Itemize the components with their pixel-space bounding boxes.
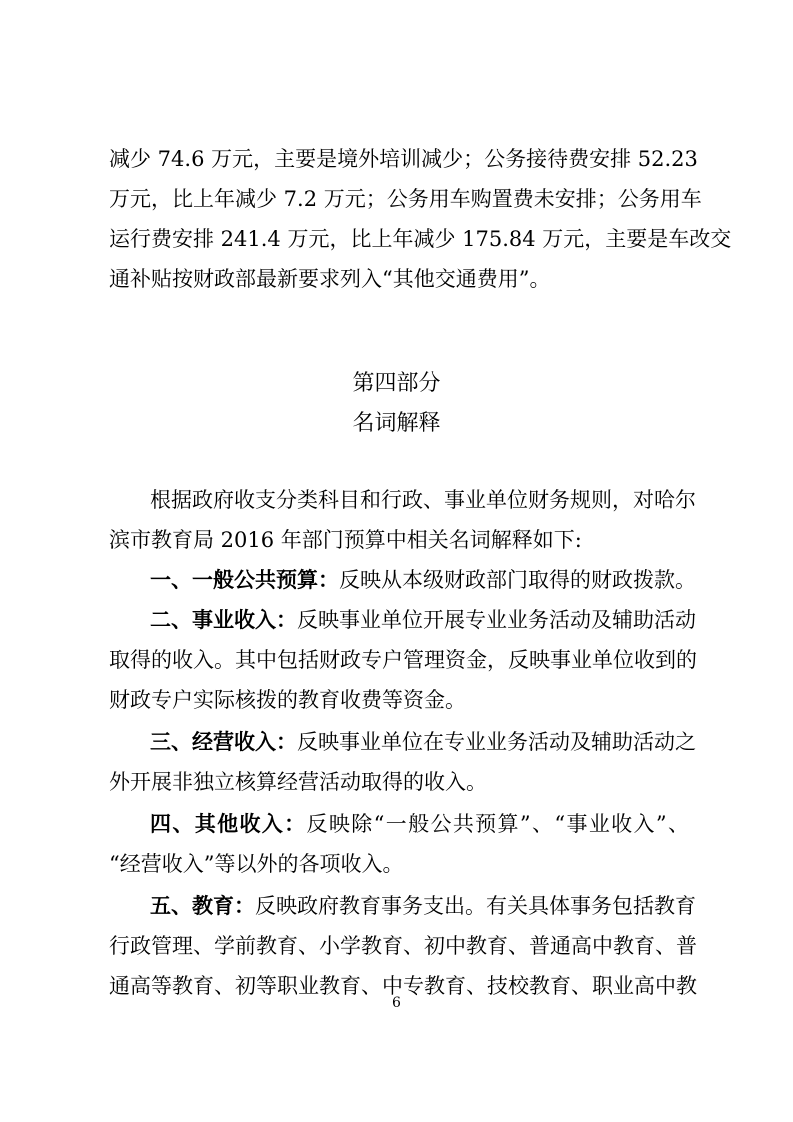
definition-term: 五、教育： [150,893,255,918]
paragraph-line: 通补贴按财政部最新要求列入“其他交通费用”。 [109,267,551,291]
definition-text: 反映从本级财政部门取得的财政拨款。 [339,568,696,592]
definition-text: 取得的收入。其中包括财政专户管理资金，反映事业单位收到的 [109,648,697,672]
definition-term: 四、其他收入： [150,811,307,836]
definition-term: 三、经营收入： [150,729,297,754]
definition-business-income [150,606,696,634]
definition-other-income [150,810,689,838]
definition-text: 反映政府教育事务支出。有关具体事务包括教育 [255,894,696,918]
intro-line: 根据政府收支分类科目和行政、事业单位财务规则，对哈尔 [150,488,696,512]
definition-text: “经营收入”等以外的各项收入。 [109,852,404,876]
definition-term: 二、事业收入： [150,607,297,632]
intro-line: 滨市教育局 2016 年部门预算中相关名词解释如下: [109,528,582,552]
paragraph-line: 运行费安排 241.4 万元，比上年减少 175.84 万元，主要是车改交 [109,227,732,251]
section-title-heading: 名词解释 [352,411,441,436]
definition-text: 财政专户实际核拨的教育收费等资金。 [109,688,466,712]
definition-education [150,892,696,920]
definition-general-budget [150,566,696,594]
definition-text: 外开展非独立核算经营活动取得的收入。 [109,770,487,794]
definition-term: 一、一般公共预算： [150,567,339,592]
section-part-heading: 第四部分 [352,371,441,396]
definition-text: 反映事业单位开展专业业务活动及辅助活动 [297,608,696,632]
paragraph-line: 万元，比上年减少 7.2 万元；公务用车购置费未安排；公务用车 [109,187,702,211]
definition-text: 行政管理、学前教育、小学教育、初中教育、普通高中教育、普 [109,934,697,958]
definition-text: 通高等教育、初等职业教育、中专教育、技校教育、职业高中教 [109,974,697,998]
page-number: 6 [392,995,401,1011]
definition-text: 反映除“一般公共预算”、“事业收入”、 [306,812,690,836]
paragraph-line: 减少 74.6 万元，主要是境外培训减少；公务接待费安排 52.23 [109,147,698,171]
definition-operating-income [150,728,696,756]
definition-text: 反映事业单位在专业业务活动及辅助活动之 [297,730,696,754]
